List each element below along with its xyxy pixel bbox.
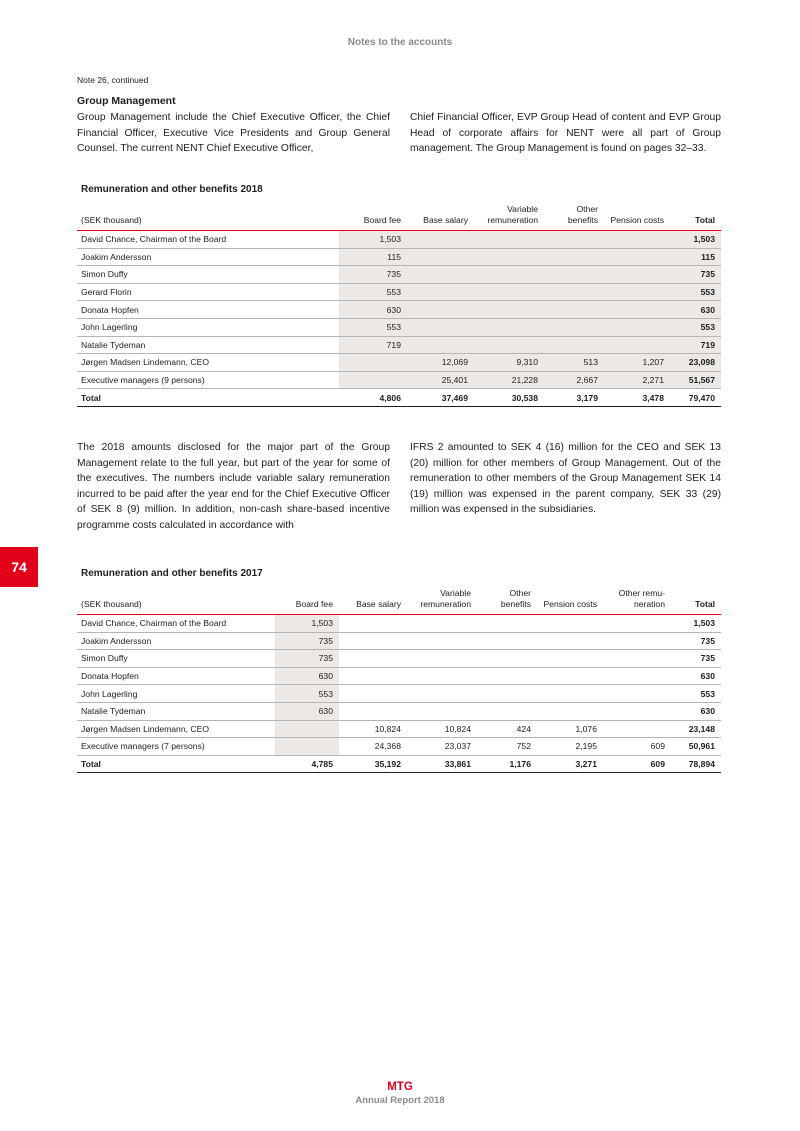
table-row [77, 632, 721, 650]
table-cell [339, 650, 407, 668]
table-cell [339, 615, 407, 633]
row-label: David Chance, Chairman of the Board [77, 615, 275, 633]
table-cell [474, 318, 544, 336]
total-cell: 609 [603, 755, 671, 773]
table-cell: 9,310 [474, 354, 544, 372]
row-label: Natalie Tydeman [77, 702, 275, 720]
table-cell [474, 266, 544, 284]
total-cell: 37,469 [407, 389, 474, 407]
table-row [77, 720, 721, 738]
table-cell [477, 702, 537, 720]
table-cell: 513 [544, 354, 604, 372]
table-cell: 735 [670, 266, 721, 284]
row-label: Joakim Andersson [77, 248, 339, 266]
table-cell [544, 336, 604, 354]
table-cell: 719 [339, 336, 407, 354]
table-row [77, 231, 721, 249]
table-cell [603, 685, 671, 703]
table-cell: 25,401 [407, 371, 474, 389]
table-cell: 50,961 [671, 738, 721, 756]
table-cell [339, 685, 407, 703]
notes-text-left: The 2018 amounts disclosed for the major part of the Group Management relate to the full year, but part of the year for some of the executives. The numbers include variable salary remuneration incurred to be paid after the year end for the Chief Executive Officer of SEK 8 (9) million. In addition, non-cash share-based incentive programme costs calculated in accordance with [77, 442, 390, 531]
mtg-logo-icon [387, 1079, 413, 1092]
table-row [77, 266, 721, 284]
table-cell [603, 702, 671, 720]
table-cell: 1,076 [537, 720, 603, 738]
intro-text-right: Chief Financial Officer, EVP Group Head of content and EVP Group Head of corporate affairs for NENT were all part of Group management. The Group Management is found on pages 32–33. [410, 112, 721, 154]
table-cell [407, 283, 474, 301]
table-row [77, 318, 721, 336]
table-cell: 1,503 [671, 615, 721, 633]
table-cell [339, 632, 407, 650]
table-cell [604, 336, 670, 354]
table-cell: 752 [477, 738, 537, 756]
column-header: Pension costs [543, 599, 597, 609]
table-row [77, 738, 721, 756]
row-label: Simon Duffy [77, 266, 339, 284]
table-cell: 735 [275, 632, 339, 650]
table-cell [407, 702, 477, 720]
table-row [77, 336, 721, 354]
notes-text-right: IFRS 2 amounted to SEK 4 (16) million for the CEO and SEK 13 (20) million for other members of Group Management. Out of the remuneration to other members of the Group Management SEK 14 (19) million was expensed in the parent company, SEK 33 (29) million was expensed in the subsidiaries. [410, 442, 721, 515]
column-header: Other remu-neration [618, 588, 665, 609]
row-label: Natalie Tydeman [77, 336, 339, 354]
row-label: Donata Hopfen [77, 301, 339, 319]
row-label: Simon Duffy [77, 650, 275, 668]
column-header: Other benefits [567, 204, 598, 225]
table-cell [477, 615, 537, 633]
total-label: Total [77, 389, 339, 407]
table-cell [407, 248, 474, 266]
table-row [77, 685, 721, 703]
table-row [77, 283, 721, 301]
total-cell: 35,192 [339, 755, 407, 773]
table-cell [477, 632, 537, 650]
table-cell [407, 650, 477, 668]
table-cell: 735 [671, 632, 721, 650]
table-cell [544, 248, 604, 266]
remuneration-table-2017 [77, 584, 721, 773]
table-cell: 1,503 [670, 231, 721, 249]
table-header-row [77, 584, 721, 615]
table-cell: 21,228 [474, 371, 544, 389]
column-header: Total [695, 215, 715, 225]
table-cell: 2,195 [537, 738, 603, 756]
table-cell: 630 [671, 702, 721, 720]
table-cell [477, 650, 537, 668]
table-cell [477, 685, 537, 703]
table-cell: 553 [670, 318, 721, 336]
table-cell [544, 283, 604, 301]
table-cell: 424 [477, 720, 537, 738]
table-cell: 51,567 [670, 371, 721, 389]
table-cell [604, 301, 670, 319]
total-label: Total [77, 755, 275, 773]
table-cell [604, 266, 670, 284]
table-cell [339, 354, 407, 372]
total-cell: 3,179 [544, 389, 604, 407]
total-cell: 33,861 [407, 755, 477, 773]
table-cell: 23,037 [407, 738, 477, 756]
table-cell [537, 632, 603, 650]
table-cell [604, 318, 670, 336]
table-cell: 630 [339, 301, 407, 319]
total-cell: 4,806 [339, 389, 407, 407]
table-cell: 553 [339, 318, 407, 336]
table-cell [537, 667, 603, 685]
table-cell: 553 [670, 283, 721, 301]
table-cell [407, 685, 477, 703]
table-cell [275, 720, 339, 738]
column-header: Board fee [363, 215, 401, 225]
page-header: Notes to the accounts [347, 37, 453, 48]
table-cell [537, 702, 603, 720]
total-cell: 3,271 [537, 755, 603, 773]
table-cell [474, 283, 544, 301]
table-cell [407, 336, 474, 354]
column-header: Pension costs [610, 215, 664, 225]
table-row [77, 301, 721, 319]
row-label: Executive managers (9 persons) [77, 371, 339, 389]
row-label: Executive managers (7 persons) [77, 738, 275, 756]
table-cell: 719 [670, 336, 721, 354]
table-cell [477, 667, 537, 685]
table-cell: 553 [671, 685, 721, 703]
total-cell: 78,894 [671, 755, 721, 773]
table-cell: 735 [339, 266, 407, 284]
table-cell [544, 301, 604, 319]
table-cell [339, 667, 407, 685]
footer-text: Annual Report 2018 [355, 1095, 445, 1106]
table-row [77, 667, 721, 685]
table-cell [604, 248, 670, 266]
table-cell: 630 [670, 301, 721, 319]
total-cell: 79,470 [670, 389, 721, 407]
row-label: John Lagerling [77, 685, 275, 703]
table-cell [603, 650, 671, 668]
total-cell: 1,176 [477, 755, 537, 773]
table-row [77, 615, 721, 633]
table-cell [407, 266, 474, 284]
table-cell [544, 266, 604, 284]
column-header: (SEK thousand) [81, 599, 142, 609]
row-label: Donata Hopfen [77, 667, 275, 685]
table-2017-title: Remuneration and other benefits 2017 [81, 568, 263, 579]
table-cell [603, 667, 671, 685]
remuneration-table-2018 [77, 200, 721, 407]
row-label: John Lagerling [77, 318, 339, 336]
table-cell: 24,368 [339, 738, 407, 756]
table-cell: 1,503 [275, 615, 339, 633]
note-continued: Note 26, continued [77, 75, 149, 85]
table-cell: 2,667 [544, 371, 604, 389]
total-cell: 30,538 [474, 389, 544, 407]
table-cell [604, 283, 670, 301]
table-cell [339, 371, 407, 389]
table-cell: 10,824 [407, 720, 477, 738]
column-header: Other benefits [500, 588, 531, 609]
table-cell: 1,207 [604, 354, 670, 372]
table-cell: 2,271 [604, 371, 670, 389]
column-header: Variable remuneration [420, 588, 471, 609]
table-cell: 609 [603, 738, 671, 756]
column-header: Base salary [356, 599, 401, 609]
table-row [77, 702, 721, 720]
table-header-row [77, 200, 721, 231]
table-cell [407, 632, 477, 650]
column-header: Base salary [423, 215, 468, 225]
table-cell: 553 [339, 283, 407, 301]
row-label: Gerard Florin [77, 283, 339, 301]
total-cell: 4,785 [275, 755, 339, 773]
table-cell [474, 301, 544, 319]
table-cell [474, 231, 544, 249]
table-cell [544, 231, 604, 249]
column-header: (SEK thousand) [81, 215, 142, 225]
table-cell [474, 336, 544, 354]
table-cell [407, 301, 474, 319]
table-cell [474, 248, 544, 266]
table-cell [407, 615, 477, 633]
table-cell [603, 632, 671, 650]
table-cell: 12,069 [407, 354, 474, 372]
table-cell [603, 720, 671, 738]
table-total-row [77, 389, 721, 407]
table-cell [537, 685, 603, 703]
table-cell: 735 [671, 650, 721, 668]
table-cell [544, 318, 604, 336]
table-row [77, 354, 721, 372]
table-cell: 10,824 [339, 720, 407, 738]
table-cell: 630 [275, 667, 339, 685]
table-cell [407, 667, 477, 685]
table-row [77, 371, 721, 389]
section-heading: Group Management [77, 95, 176, 107]
table-cell: 23,098 [670, 354, 721, 372]
table-cell [275, 738, 339, 756]
table-cell: 735 [275, 650, 339, 668]
page-number-tab: 74 [0, 547, 38, 587]
column-header: Total [695, 599, 715, 609]
row-label: Joakim Andersson [77, 632, 275, 650]
table-cell: 553 [275, 685, 339, 703]
table-cell [407, 231, 474, 249]
column-header: Board fee [295, 599, 333, 609]
row-label: David Chance, Chairman of the Board [77, 231, 339, 249]
table-cell: 630 [671, 667, 721, 685]
table-2018-title: Remuneration and other benefits 2018 [81, 184, 263, 195]
table-row [77, 650, 721, 668]
table-row [77, 248, 721, 266]
row-label: Jørgen Madsen Lindemann, CEO [77, 354, 339, 372]
table-total-row [77, 755, 721, 773]
table-cell: 23,148 [671, 720, 721, 738]
column-header: Variable remuneration [487, 204, 538, 225]
table-cell: 115 [339, 248, 407, 266]
table-cell [537, 650, 603, 668]
total-cell: 3,478 [604, 389, 670, 407]
table-cell [603, 615, 671, 633]
table-cell: 1,503 [339, 231, 407, 249]
table-cell [407, 318, 474, 336]
table-cell: 630 [275, 702, 339, 720]
table-cell: 115 [670, 248, 721, 266]
table-cell [604, 231, 670, 249]
table-cell [339, 702, 407, 720]
table-cell [537, 615, 603, 633]
intro-text-left: Group Management include the Chief Executive Officer, the Chief Financial Officer, Executive Vice Presidents and Group General Counsel. The current NENT Chief Executive Officer, [77, 112, 390, 154]
svg-text:MTG: MTG [387, 1081, 413, 1092]
row-label: Jørgen Madsen Lindemann, CEO [77, 720, 275, 738]
